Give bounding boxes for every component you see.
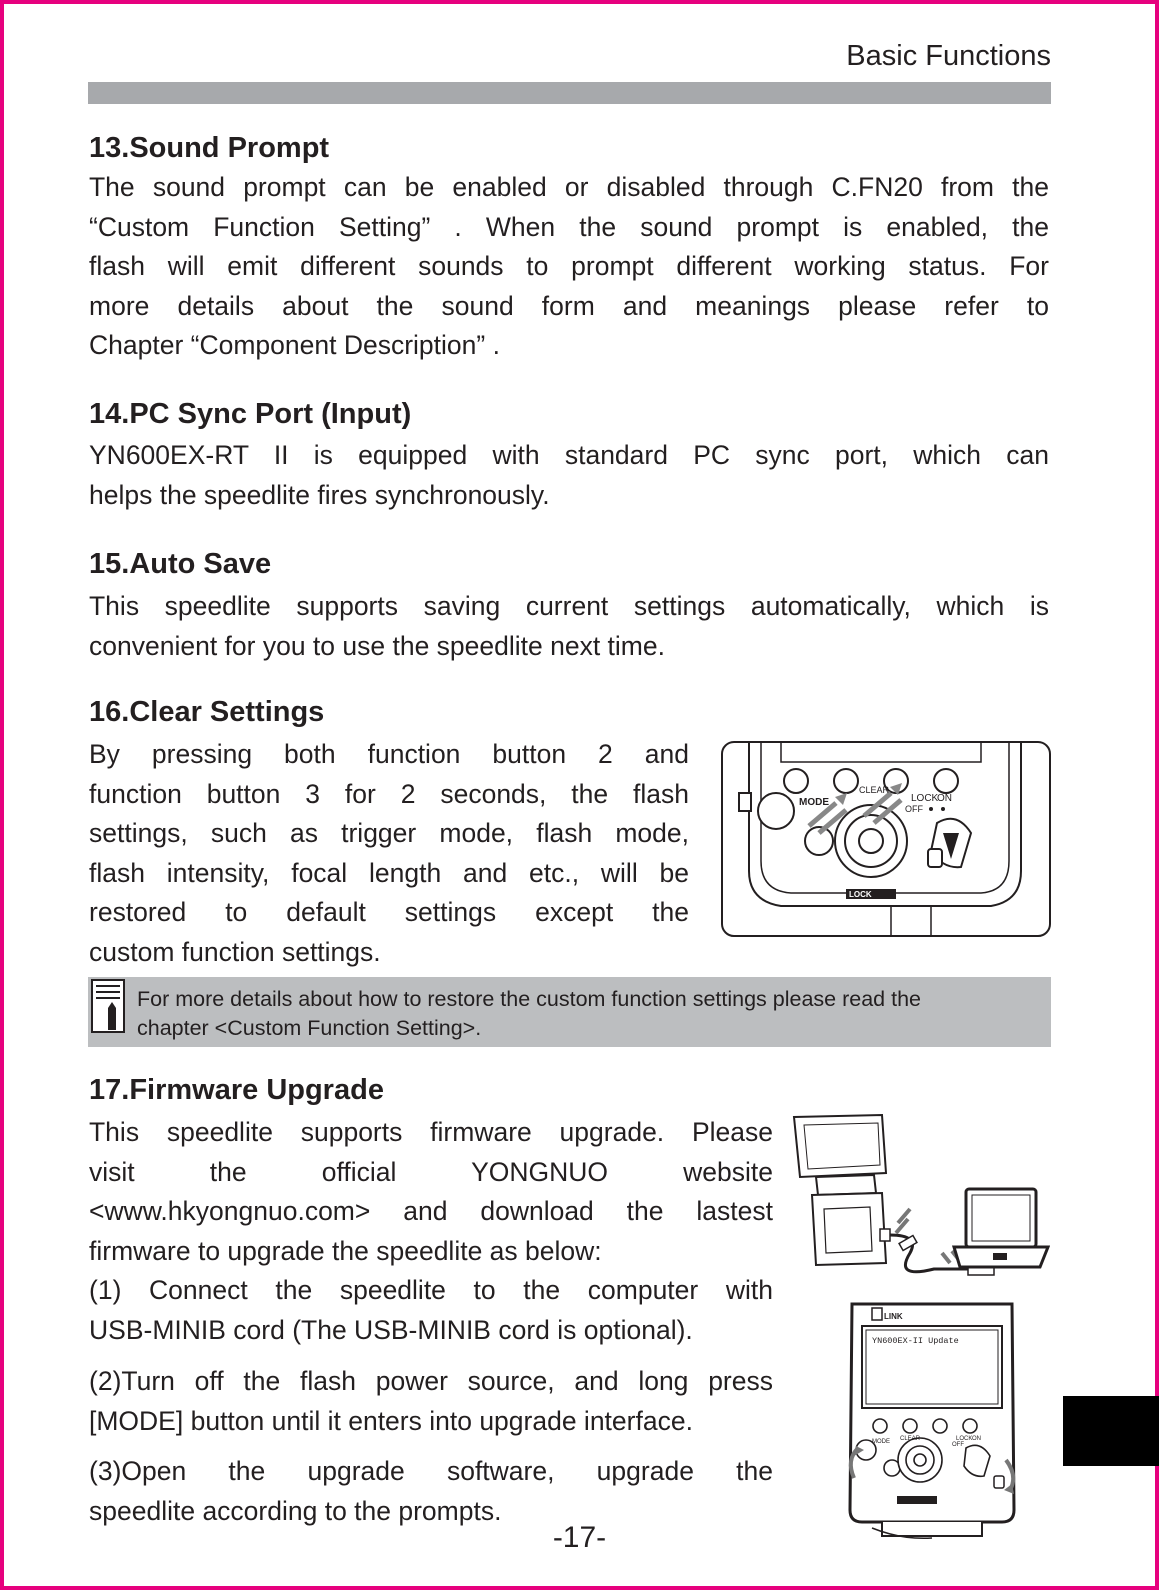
off-label: OFF [905, 804, 923, 814]
note-icon [90, 978, 126, 1034]
lock-label: LOCK [911, 793, 939, 804]
text-line: (3)Open the upgrade software, upgrade the [89, 1456, 773, 1486]
text-line: (1) Connect the speedlite to the computer with [89, 1275, 773, 1305]
usb-connection-figure [790, 1113, 1050, 1283]
section-15-title: 15.Auto Save [89, 548, 272, 580]
text-line: [MODE] button until it enters into upgrade interface. [89, 1405, 693, 1436]
clear-label: CLEAR [900, 1436, 921, 1442]
text-line: more details about the sound form and meanings please refer to [89, 290, 1049, 321]
text-line: helps the speedlite fires synchronously. [89, 479, 550, 510]
section-17-step2 [89, 1362, 773, 1441]
note-text [137, 985, 1037, 1043]
on-label: ON [972, 1436, 981, 1442]
page-number: -17- [552, 1521, 607, 1554]
text-line: The sound prompt can be enabled or disabled through C.FN20 from the [89, 172, 1049, 202]
text-line: convenient for you to use the speedlite next time. [89, 630, 665, 661]
on-label: ON [937, 793, 952, 804]
text-line: <www.hkyongnuo.com> and download the lastest [89, 1196, 773, 1226]
lock-label: LOCK [956, 1436, 973, 1442]
note-box [88, 977, 1051, 1047]
text-line: This speedlite supports firmware upgrade. Please [89, 1117, 773, 1147]
text-line: restored to default settings except the [89, 897, 689, 927]
upgrade-interface-figure [842, 1300, 1022, 1540]
text-line: For more details about how to restore the custom function settings please read the [137, 987, 921, 1011]
text-line: flash intensity, focal length and etc., will be [89, 857, 689, 888]
text-line: USB-MINIB cord (The USB-MINIB cord is optional). [89, 1314, 693, 1345]
mode-label: MODE [872, 1439, 890, 1445]
text-line: settings, such as trigger mode, flash mode, [89, 818, 689, 848]
off-label: OFF [952, 1442, 964, 1448]
section-15-body [89, 587, 1049, 666]
text-line: visit the official YONGNUO website [89, 1156, 773, 1187]
section-16-body [89, 735, 689, 972]
text-line: chapter <Custom Function Setting>. [137, 1016, 482, 1040]
text-line: “Custom Function Setting” . When the sound prompt is enabled, the [89, 211, 1049, 242]
text-line: firmware to upgrade the speedlite as below: [89, 1235, 602, 1266]
text-line: function button 3 for 2 seconds, the flash [89, 778, 689, 809]
header-bar [88, 82, 1051, 104]
upgrade-screen-text: YN600EX-II Update [872, 1336, 959, 1346]
section-16-title: 16.Clear Settings [89, 696, 325, 728]
link-label: LINK [884, 1312, 903, 1321]
mode-label: MODE [799, 797, 829, 808]
text-line: speedlite according to the prompts. [89, 1495, 502, 1526]
lock-slider-label: LOCK [849, 890, 872, 899]
text-line: custom function settings. [89, 936, 381, 967]
section-13-body [89, 168, 1049, 366]
text-line: Chapter “Component Description” . [89, 330, 500, 360]
chapter-tab [1063, 1396, 1159, 1466]
section-17-title: 17.Firmware Upgrade [89, 1074, 384, 1106]
section-14-title: 14.PC Sync Port (Input) [89, 398, 412, 430]
text-line: (2)Turn off the flash power source, and long press [89, 1366, 773, 1396]
text-line: This speedlite supports saving current settings automatically, which is [89, 591, 1049, 621]
section-17-intro [89, 1113, 773, 1350]
section-14-body [89, 436, 1049, 515]
header-title: Basic Functions [846, 40, 1051, 72]
clear-settings-figure [721, 741, 1051, 937]
text-line: By pressing both function button 2 and [89, 739, 689, 769]
clear-label: CLEAR [859, 785, 890, 795]
text-line: YN600EX-RT II is equipped with standard PC sync port, which can [89, 440, 1049, 470]
section-17-step3 [89, 1452, 773, 1531]
section-13-title: 13.Sound Prompt [89, 132, 330, 164]
text-line: flash will emit different sounds to prompt different working status. For [89, 251, 1049, 281]
